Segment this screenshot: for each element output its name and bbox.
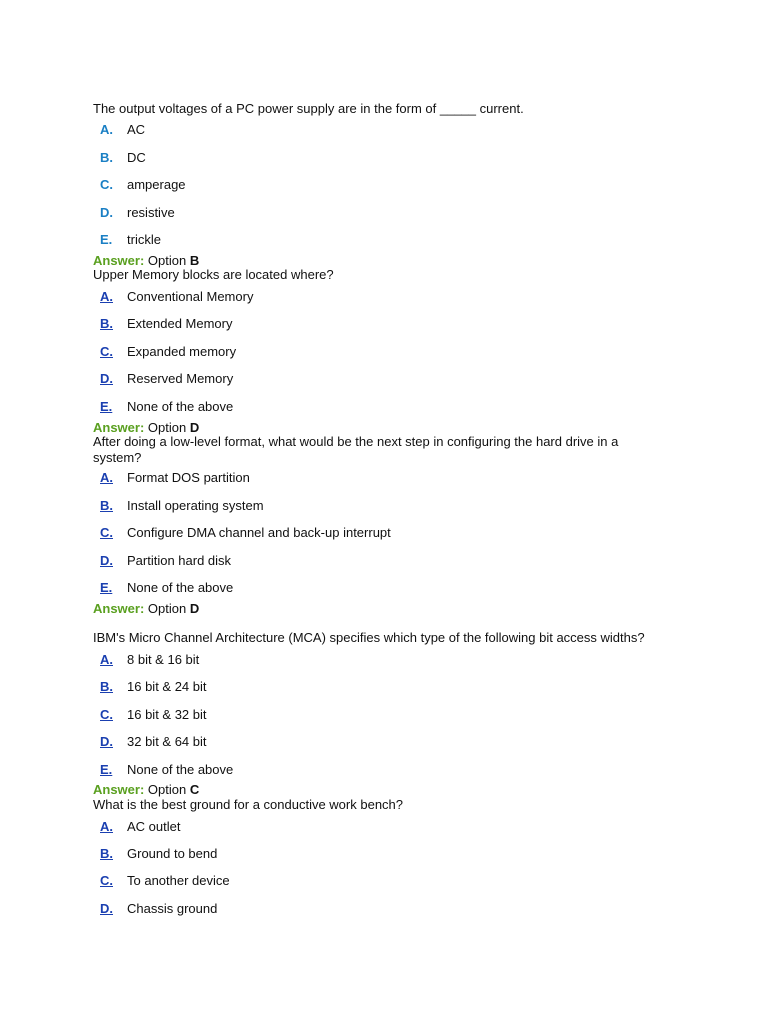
answer-prefix: Option: [147, 253, 187, 268]
option-text: Configure DMA channel and back-up interrupt: [127, 525, 391, 540]
option-letter-link[interactable]: A.: [100, 652, 113, 667]
option-d: [100, 371, 660, 387]
option-c: [100, 707, 660, 723]
option-letter-link[interactable]: B.: [100, 846, 113, 861]
option-letter-link[interactable]: B.: [100, 679, 113, 694]
option-text: Conventional Memory: [127, 289, 254, 304]
option-text: None of the above: [127, 762, 234, 777]
option-b: [100, 498, 660, 514]
option-text: 16 bit & 24 bit: [127, 679, 207, 694]
option-a: [100, 289, 660, 305]
question-text: After doing a low-level format, what would be the next step in configuring the hard drive in a system?: [93, 434, 619, 465]
option-text: Install operating system: [127, 498, 264, 513]
option-a: [100, 819, 660, 835]
option-letter-link[interactable]: A.: [100, 289, 113, 304]
option-text: None of the above: [127, 399, 234, 414]
option-a: [100, 470, 660, 486]
option-text: Chassis ground: [127, 901, 218, 916]
option-letter-link[interactable]: E.: [100, 580, 113, 595]
option-d: [100, 205, 660, 221]
answer-value: C: [189, 782, 200, 797]
option-text: AC outlet: [127, 819, 181, 834]
question-text: What is the best ground for a conductive work bench?: [93, 797, 404, 812]
answer-value: D: [189, 601, 200, 616]
option-letter-link[interactable]: B.: [100, 316, 113, 331]
answer-label: Answer:: [93, 420, 145, 435]
option-letter-link[interactable]: D.: [100, 734, 113, 749]
option-text: AC: [127, 122, 146, 137]
option-d: [100, 553, 660, 569]
option-b: [100, 150, 660, 166]
option-a: [100, 652, 660, 668]
option-e: [100, 762, 660, 778]
answer-line: [93, 782, 199, 798]
option-text: Extended Memory: [127, 316, 233, 331]
option-text: Expanded memory: [127, 344, 237, 359]
option-text: Format DOS partition: [127, 470, 250, 485]
option-c: [100, 525, 660, 541]
option-c: [100, 177, 660, 193]
option-text: resistive: [127, 205, 175, 220]
option-letter-link[interactable]: A.: [100, 470, 113, 485]
option-letter-link[interactable]: E.: [100, 762, 113, 777]
answer-label: Answer:: [93, 782, 145, 797]
option-letter: E.: [100, 232, 113, 247]
option-letter-link[interactable]: A.: [100, 819, 113, 834]
answer-line: [93, 601, 199, 617]
option-text: Partition hard disk: [127, 553, 232, 568]
answer-label: Answer:: [93, 601, 145, 616]
option-e: [100, 232, 660, 248]
option-e: [100, 399, 660, 415]
option-text: 8 bit & 16 bit: [127, 652, 200, 667]
option-letter-link[interactable]: D.: [100, 553, 113, 568]
option-text: amperage: [127, 177, 186, 192]
option-c: [100, 344, 660, 360]
option-letter: C.: [100, 177, 113, 192]
option-d: [100, 734, 660, 750]
option-letter-link[interactable]: B.: [100, 498, 113, 513]
option-letter-link[interactable]: C.: [100, 707, 113, 722]
option-a: [100, 122, 660, 138]
option-text: trickle: [127, 232, 161, 247]
option-c: [100, 873, 660, 889]
option-text: DC: [127, 150, 146, 165]
option-letter-link[interactable]: D.: [100, 901, 113, 916]
answer-prefix: Option: [147, 782, 187, 797]
option-text: 32 bit & 64 bit: [127, 734, 207, 749]
answer-prefix: Option: [147, 601, 187, 616]
option-letter-link[interactable]: C.: [100, 344, 113, 359]
question-text: IBM's Micro Channel Architecture (MCA) specifies which type of the following bit access widths?: [93, 630, 645, 645]
option-d: [100, 901, 660, 917]
option-letter-link[interactable]: E.: [100, 399, 113, 414]
option-b: [100, 679, 660, 695]
option-text: 16 bit & 32 bit: [127, 707, 207, 722]
option-letter: D.: [100, 205, 113, 220]
option-letter-link[interactable]: C.: [100, 873, 113, 888]
option-text: To another device: [127, 873, 230, 888]
answer-prefix: Option: [147, 420, 187, 435]
option-text: Ground to bend: [127, 846, 218, 861]
option-e: [100, 580, 660, 596]
option-letter: B.: [100, 150, 113, 165]
option-text: Reserved Memory: [127, 371, 234, 386]
answer-label: Answer:: [93, 253, 145, 268]
question-text: The output voltages of a PC power supply are in the form of _____ current.: [93, 101, 524, 116]
option-b: [100, 846, 660, 862]
answer-value: B: [189, 253, 200, 268]
option-letter-link[interactable]: D.: [100, 371, 113, 386]
question-text: Upper Memory blocks are located where?: [93, 267, 334, 282]
answer-value: D: [189, 420, 200, 435]
option-b: [100, 316, 660, 332]
option-text: None of the above: [127, 580, 234, 595]
option-letter-link[interactable]: C.: [100, 525, 113, 540]
option-letter: A.: [100, 122, 113, 137]
